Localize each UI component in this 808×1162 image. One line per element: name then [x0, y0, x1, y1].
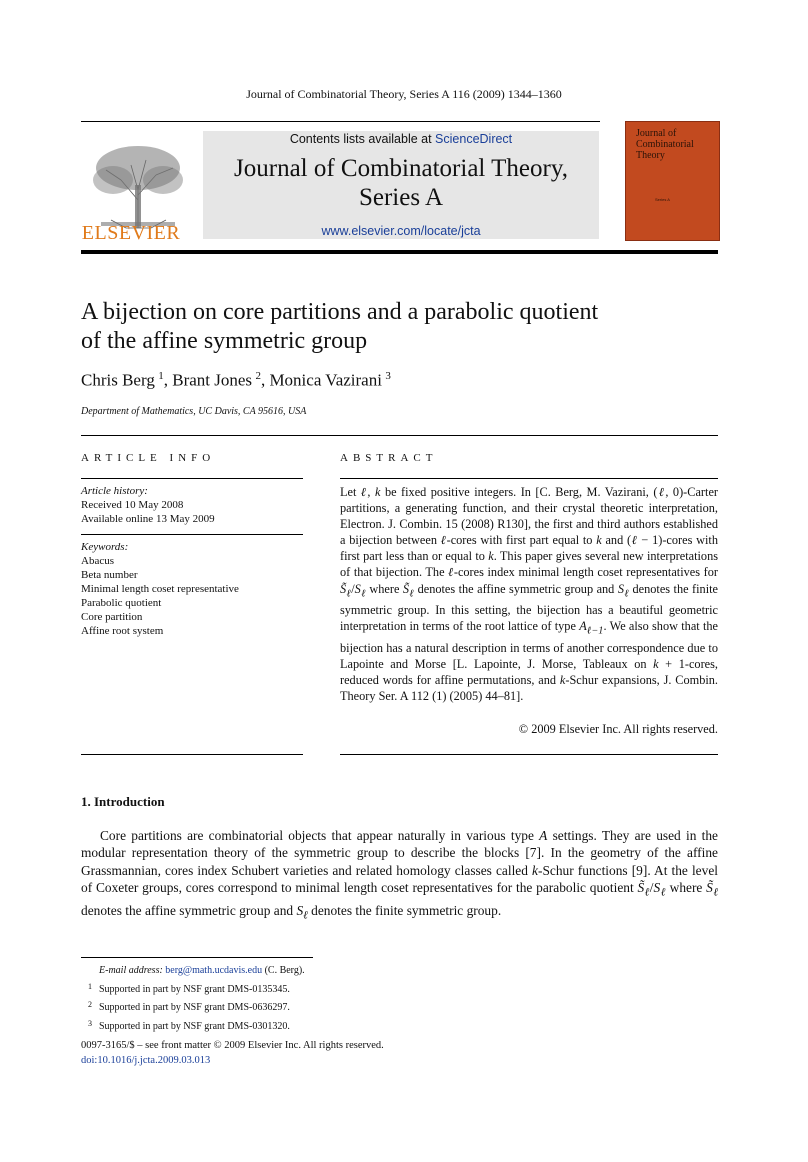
article-info-heading: ARTICLE INFO	[81, 452, 216, 464]
footnote-mark: 1	[88, 981, 92, 991]
author-name[interactable]: Brant Jones	[172, 370, 253, 390]
divider	[81, 754, 303, 755]
keywords	[81, 540, 239, 638]
contents-prefix: Contents lists available at	[289, 132, 436, 146]
email-link[interactable]: berg@math.ucdavis.edu	[165, 965, 263, 976]
journal-url-link[interactable]: www.elsevier.com/locate/jcta	[321, 224, 481, 238]
keyword: Affine root system	[81, 625, 164, 637]
section-heading-introduction: 1. Introduction	[81, 794, 165, 809]
email-suffix: (C. Berg).	[262, 965, 305, 976]
footnote-text: Supported in part by NSF grant DMS-0301320.	[99, 1020, 290, 1032]
journal-title-line2: Series A	[358, 184, 444, 211]
contents-line	[203, 132, 599, 146]
footnote-item	[81, 1016, 305, 1035]
email-footnote	[81, 963, 305, 979]
doi-link[interactable]: doi:10.1016/j.jcta.2009.03.013	[81, 1055, 211, 1066]
divider	[340, 754, 718, 755]
divider	[81, 534, 303, 535]
cover-title: Journal of Combinatorial Theory	[636, 128, 694, 161]
keyword: Minimal length coset representative	[81, 583, 239, 595]
sciencedirect-link[interactable]: ScienceDirect	[435, 132, 513, 146]
footnote-divider	[81, 957, 313, 958]
journal-title-line1: Journal of Combinatorial Theory,	[234, 155, 568, 182]
footnote-mark: 3	[88, 1018, 92, 1028]
cover-subtitle: Series A	[655, 197, 670, 202]
article-history	[81, 484, 215, 526]
issn-line: 0097-3165/$ – see front matter © 2009 Elsevier Inc. All rights reserved.	[81, 1040, 384, 1051]
footnotes	[81, 963, 305, 1034]
author-footnote-mark[interactable]: 2	[255, 370, 261, 382]
received-date: Received 10 May 2008	[81, 499, 184, 511]
email-label: E-mail address:	[99, 965, 166, 976]
history-label: Article history:	[81, 485, 148, 497]
divider	[340, 478, 718, 479]
author-list: Chris Berg $^1$, Brant Jones $^2$, Monica Vazirani $^3$	[81, 370, 391, 390]
author-footnote-mark[interactable]: 3	[385, 370, 391, 382]
masthead-top-rule	[81, 121, 600, 122]
footnote-mark: 2	[88, 1000, 92, 1010]
keyword: Core partition	[81, 611, 143, 623]
footnote-item	[81, 997, 305, 1016]
abstract-copyright: © 2009 Elsevier Inc. All rights reserved.	[518, 722, 718, 736]
author-name[interactable]: Monica Vazirani	[269, 370, 382, 390]
journal-title	[203, 154, 599, 212]
author-footnote-mark[interactable]: 1	[158, 370, 164, 382]
article-title-line2: of the affine symmetric group	[81, 328, 368, 354]
abstract-body: Let ℓ, k be fixed positive integers. In [C. Berg, M. Vazirani, (ℓ, 0)-Carter partitions, a generating function, and their crystal theoretic interpretation, Electron. J. Combin. 15 (2008) R130], the first and third authors established a bijection between ℓ-cores with first part equal to k and (ℓ − 1)-cores with first part less than or equal to k. This paper gives several new interpretations of that bijection. The ℓ-cores index minimal length coset representatives for $S̃_\ell/S_\ell$ where $S̃_\ell$ denotes the affine symmetric group and $S_\ell$ denotes the finite symmetric group. In this setting, the bijection has a beautiful geometric interpretation in terms of the root lattice of type $A_{\ell-1}$. We also show that the bijection has a natural description in terms of another correspondence due to Lapointe and Morse [L. Lapointe, J. Morse, Tableaux on k + 1-cores, reduced words for affine permutations, and k-Schur expansions, J. Combin. Theory Ser. A 112 (1) (2005) 44–81].	[340, 485, 719, 704]
affiliation: Department of Mathematics, UC Davis, CA 95616, USA	[81, 406, 307, 417]
divider	[81, 478, 303, 479]
article-title-line1: A bijection on core partitions and a parabolic quotient	[81, 299, 599, 325]
divider	[81, 435, 718, 436]
masthead-thick-rule	[81, 250, 718, 254]
abstract-heading: ABSTRACT	[340, 452, 438, 464]
keyword: Abacus	[81, 555, 114, 567]
publication-meta	[81, 1038, 384, 1068]
keyword: Beta number	[81, 569, 138, 581]
publisher-name: ELSEVIER	[81, 222, 181, 244]
footnote-item	[81, 979, 305, 998]
keyword: Parabolic quotient	[81, 597, 162, 609]
available-date: Available online 13 May 2009	[81, 513, 215, 525]
author-name[interactable]: Chris Berg	[81, 370, 155, 390]
introduction-paragraph: Core partitions are combinatorial objects that appear naturally in various type A settings. They are used in the modular representation theory of the symmetric group to describe the blocks [7]. In the geometry of the affine Grassmannian, cores index Schubert varieties and related homology classes called k-Schur functions [9]. At the level of Coxeter groups, cores correspond to minimal length coset representatives for the parabolic quotient $S̃_\ell/S_\ell$ where $S̃_\ell$ denotes the affine symmetric group and $S_\ell$ denotes the finite symmetric group.	[81, 828, 718, 922]
keywords-label: Keywords:	[81, 541, 129, 553]
footnote-text: Supported in part by NSF grant DMS-0135345.	[99, 983, 290, 995]
footnote-text: Supported in part by NSF grant DMS-0636297.	[99, 1002, 290, 1014]
running-header: Journal of Combinatorial Theory, Series A 116 (2009) 1344–1360	[246, 87, 562, 101]
article-title	[81, 298, 721, 356]
